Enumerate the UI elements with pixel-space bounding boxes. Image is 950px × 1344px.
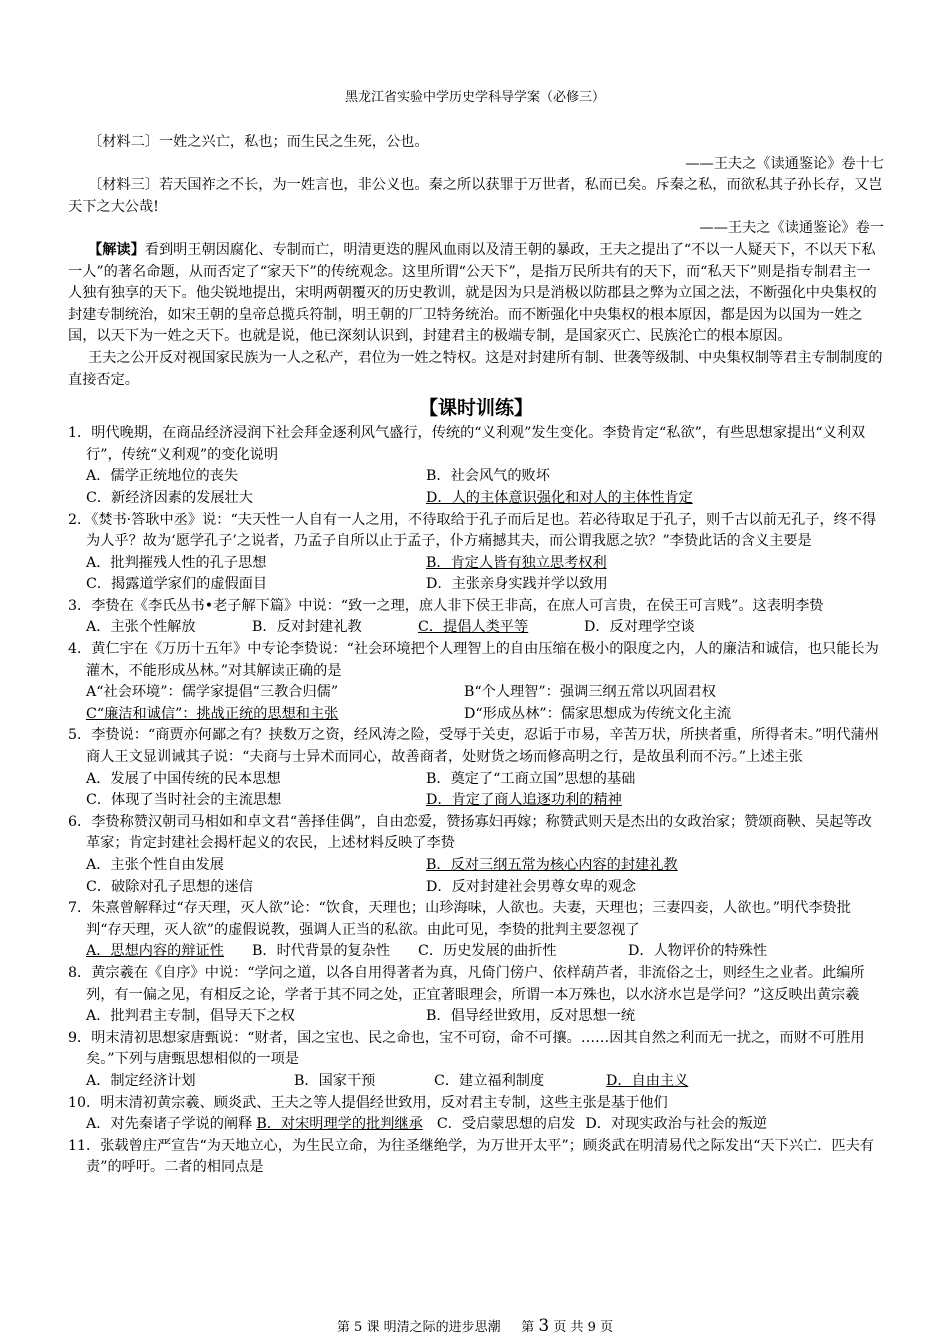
option [418,617,584,639]
footer-page-prefix: 第 [521,1320,535,1335]
question-6-options-2 [86,877,884,899]
question-7-options [86,941,884,963]
material-3: 〔材料三〕若天国祚之不长，为一姓言也，非公义也。秦之所以获罪于万世者，私而已矣。斥秦之私，而欲私其子孙长存，又岂天下之大公哉! [68,177,883,215]
option: A．批判摧残人性的孔子思想 [86,554,267,571]
question-1: 1．明代晚期，在商品经济浸润下社会拜金逐利风气盛行，传统的“义利观”发生变化。李贽肯定“私欲”，有些思想家提出“义利双行”，传统“义利观”的变化说明 [68,425,866,463]
page-footer [0,1316,950,1336]
option [86,941,252,963]
option: A．主张个性解放 [86,619,196,636]
option: B．反对封建礼教 [252,619,362,636]
question-1-options [86,466,884,488]
option: A．儒学正统地位的丧失 [86,468,239,485]
question-8: 8．黄宗羲在《自序》中说：“学问之道，以各自用得著者为真，凡倚门傍户、依样葫芦者，非流俗之士，则经生之业者。此编所列，有一偏之见，有相反之论，学者于其不同之处，正宜著眼理会，所谓一本万殊也，以水济水岂是学问？”这反映出黄宗羲 [68,964,865,1003]
material-3-source: ——王夫之《读通鉴论》卷一 [699,220,884,237]
interpretation-label: 【解读】 [88,241,145,258]
option: B．肯定人皆有独立思考权利 [426,554,607,571]
option: B．社会风气的败坏 [426,468,550,485]
option [86,704,464,726]
option: D“形成丛林”：儒家思想成为传统文化主流 [464,705,732,722]
footer-total-pages: 9 [587,1320,596,1335]
question-2-options [86,553,884,575]
interpretation-text: 看到明王朝因腐化、专制而亡，明清更迭的腥风血雨以及清王朝的暴政，王夫之提出了“不以一人疑天下，不以天下私一人”的著名命题，从而否定了“家天下”的传统观念。这里所谓“公天下”，是指万民所共有的天下，而“私天下”则是指专制君主一人独有独享的天下。他尖锐地提出，宋明两朝覆灭的历史教训，就是因为只是消极以防郡县之弊为立国之法，不断强化中央集权的封建专制统治，如宋王朝的皇帝总揽兵符制，明王朝的厂卫特务统治。而不断强化中央集权的根本原因，都是因为以国为一姓之国，以天下为一姓之天下。也就是说，他已深刻认识到，封建君主的极端专制，是国家灭亡、民族沦亡的根本原因。 [68,241,877,345]
page-header: 黑龙江省实验中学历史学科导学案（必修三） [344,90,605,105]
option: A．发展了中国传统的民本思想 [86,770,281,787]
question-2-options-2 [86,574,884,596]
option: B．反对三纲五常为核心内容的封建礼教 [426,857,678,873]
option: D．反对封建社会男尊女卑的观念 [426,878,637,895]
option: A．对先秦诸子学说的阐释 [86,1116,253,1133]
option: C．揭露道学家们的虚假面目 [86,576,268,593]
footer-page-mid: 页 共 [553,1320,584,1335]
section-title: 【课时训练】 [418,397,533,420]
option: D．主张亲身实践并学以致用 [426,576,608,593]
summary: 王夫之公开反对视国家民族为一人之私产，君位为一姓之特权。这是对封建所有制、世袭等级制、中央集权制等君主专制制度的直接否定。 [68,349,883,388]
option: D．对现实政治与社会的叛逆 [585,1116,767,1133]
option: D．人物评价的特殊性 [628,943,768,960]
question-2: 2．《焚书·答耿中丞》说：“夫天性一人自有一人之用，不待取给于孔子而后足也。若必待取足于孔子，则千古以前无孔子，终不得为人乎？故为‘愿学孔子’之说者，乃孟子自所以止于孟子，仆方痛撼其夫，而公谓我愿之欤？”李贽此话的含义主要是 [68,511,877,550]
option: C．受启蒙思想的启发 [436,1116,576,1133]
document-body [68,132,884,1179]
question-4-options [86,682,884,704]
option: C．破除对孔子思想的迷信 [86,878,253,895]
option: D．人的主体意识强化和对人的主体性肯定 [426,489,693,506]
question-4: 4．黄仁宇在《万历十五年》中专论李贽说：“社会环境把个人理智上的自由压缩在极小的限度之内，人的廉洁和诚信，也只能长为灌木，不能形成丛林。”对其解读正确的是 [68,641,879,679]
question-10-options [86,1114,884,1136]
material-2: 〔材料二〕一姓之兴亡，私也；而生民之生死，公也。 [88,134,429,150]
footer-page-suffix: 页 [600,1320,614,1335]
question-3: 3．李贽在《李氏丛书•老子解下篇》中说：“致一之理，庶人非下侯王非高，在庶人可言贵，在侯王可言贱”。这表明李贽 [68,597,824,614]
option: D．反对理学空谈 [584,619,695,636]
option: D．肯定了商人追逐功利的精神 [426,792,622,809]
question-1-options-2 [86,488,884,510]
option: C．历史发展的曲折性 [418,943,557,960]
question-10: 10．明末清初黄宗羲、顾炎武、王夫之等人提倡经世致用，反对君主专制，这些主张是基于他们 [68,1094,668,1111]
question-6-options [86,855,884,877]
question-9-options [86,1071,884,1093]
option: B．国家干预 [294,1072,376,1089]
question-5-options-2 [86,790,884,812]
option: A．批判君主专制，倡导天下之权 [86,1008,295,1025]
option-answer: C．提倡人类平等 [418,619,529,636]
question-5-options [86,769,884,791]
option: C．建立福利制度 [434,1072,545,1089]
option: B．对宋明理学的批判继承 [256,1116,423,1133]
question-5: 5．李贽说：“商贾亦何鄙之有？挟数万之资，经风涛之险，受辱于关吏，忍诟于市易，辛苦万状，所挟者重，所得者末。”明代蒲州商人王文显训诫其子说：“夫商与士异术而同心，故善商者，处财货之场而修高明之行，是故虽利而不污。”上述主张 [68,727,879,766]
option: B．时代背景的复杂性 [252,943,391,960]
option-answer: A．思想内容的辩证性 [86,943,224,960]
option: A．制定经济计划 [86,1072,196,1089]
option: C．新经济因素的发展壮大 [86,489,253,506]
option-answer: C“廉洁和诚信”：挑战正统的思想和主张 [86,705,339,722]
material-2-source: ——王夫之《读通鉴论》卷十七 [685,155,884,172]
option: B．倡导经世致用，反对思想一统 [426,1008,636,1025]
option: A“社会环境”：儒学家提倡“三教合归儒” [86,684,339,701]
footer-lesson: 第 5 课 明清之际的进步思潮 [336,1320,501,1335]
option: A．主张个性自由发展 [86,857,224,873]
footer-page-number: 3 [538,1316,550,1336]
option: B“个人理智”：强调三纲五常以巩固君权 [464,684,716,701]
option: D．自由主义 [606,1072,689,1089]
question-8-options [86,1006,884,1028]
question-9: 9．明末清初思想家唐甄说：“财者，国之宝也、民之命也，宝不可窃，命不可攘。……因其自然之利而无一扰之，而财不可胜用矣。”下列与唐甄思想相似的一项是 [68,1029,865,1068]
question-7: 7．朱熹曾解释过“存天理，灭人欲”论：“饮食，天理也；山珍海味，人欲也。夫妻，天理也；三妻四妾，人欲也。”明代李贽批判“存天理，灭人欲”的虚假说教，强调人正当的私欲。由此可见，李贽的批判主要忽视了 [68,900,851,938]
question-3-options [86,617,884,639]
interpretation [68,240,884,348]
option: C．体现了当时社会的主流思想 [86,792,282,809]
question-4-options-2 [86,704,884,726]
question-11: 11．张载曾庄严宣告“为天地立心，为生民立命，为往圣继绝学，为万世开太平”；顾炎武在明清易代之际发出“天下兴亡．匹夫有责”的呼吁。二者的相同点是 [68,1137,874,1176]
question-6: 6．李贽称赞汉朝司马相如和卓文君“善择佳偶”，自由恋爱，赞扬寡妇再嫁；称赞武则天是杰出的女政治家；赞颂商鞅、吴起等改革家；肯定封建社会揭杆起义的农民，上述材料反映了李贽 [68,813,872,852]
option: B．奠定了“工商立国”思想的基础 [426,770,636,787]
